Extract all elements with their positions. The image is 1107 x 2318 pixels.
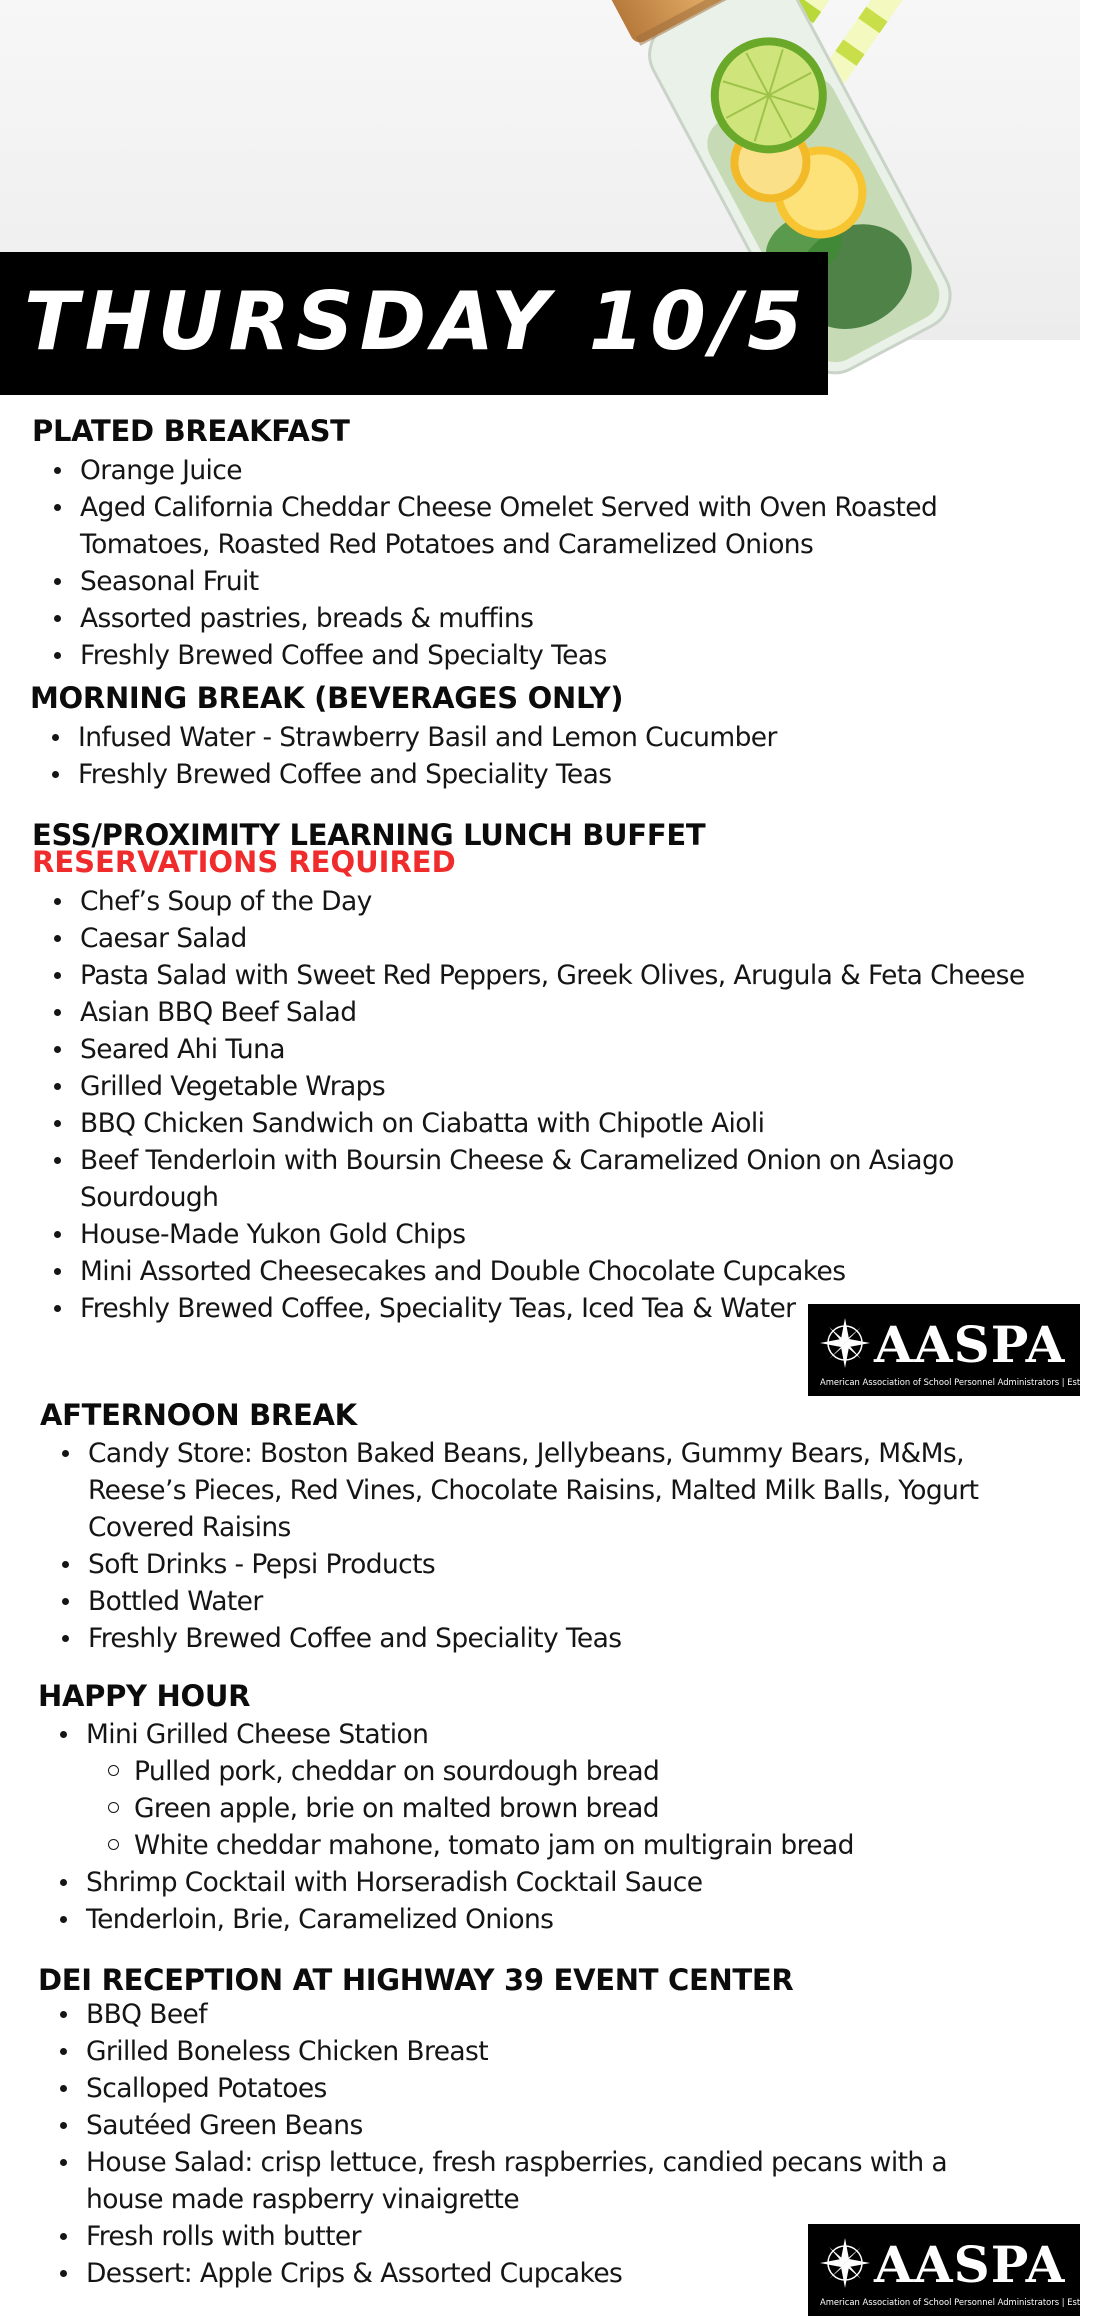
section-title: HAPPY HOUR xyxy=(38,1679,251,1713)
logo-wordmark: AASPA xyxy=(874,1315,1066,1374)
sub-list-item: White cheddar mahone, tomato jam on multigrain bread xyxy=(86,1827,1048,1864)
sub-list-item: Pulled pork, cheddar on sourdough bread xyxy=(86,1753,1048,1790)
list-item-label: Mini Grilled Cheese Station xyxy=(86,1719,429,1750)
title-bar xyxy=(0,252,828,395)
list-item: BBQ Chicken Sandwich on Ciabatta with Chipotle Aioli xyxy=(32,1105,1052,1142)
section-title: DEI RECEPTION AT HIGHWAY 39 EVENT CENTER xyxy=(38,1963,794,1997)
list-item: Grilled Vegetable Wraps xyxy=(32,1068,1052,1105)
list-item: Orange Juice xyxy=(32,452,1042,489)
list-item: Scalloped Potatoes xyxy=(38,2070,1048,2107)
list-item: House Salad: crisp lettuce, fresh raspberries, candied pecans with a house made raspberry vinaigrette xyxy=(38,2144,1018,2218)
list-item: Seared Ahi Tuna xyxy=(32,1031,1052,1068)
list-item-grilled-cheese-station xyxy=(38,1716,1048,1864)
section-happy-hour xyxy=(38,1678,1048,1938)
logo-tagline: American Association of School Personnel Administrators | Est. 1938 xyxy=(820,1377,1107,1387)
list-item: Beef Tenderloin with Boursin Cheese & Caramelized Onion on Asiago Sourdough xyxy=(32,1142,992,1216)
list-item: Infused Water - Strawberry Basil and Lemon Cucumber xyxy=(30,719,1040,756)
reservation-notice: RESERVATIONS REQUIRED xyxy=(32,845,456,879)
logo-tagline: American Association of School Personnel Administrators | Est. 1938 xyxy=(820,2297,1107,2307)
section-title: ESS/PROXIMITY LEARNING LUNCH BUFFET xyxy=(32,818,706,852)
section-morning-break xyxy=(30,680,1040,793)
section-lunch-buffet xyxy=(32,817,1052,1327)
list-item: Sautéed Green Beans xyxy=(38,2107,1048,2144)
list-item: Dessert: Apple Crips & Assorted Cupcakes xyxy=(38,2255,1048,2292)
aaspa-logo xyxy=(808,1304,1107,1396)
list-item: Pasta Salad with Sweet Red Peppers, Greek Olives, Arugula & Feta Cheese xyxy=(32,957,1052,994)
page-title: THURSDAY 10/5 xyxy=(24,275,809,368)
list-item: Asian BBQ Beef Salad xyxy=(32,994,1052,1031)
list-item: Caesar Salad xyxy=(32,920,1052,957)
list-item: Chef’s Soup of the Day xyxy=(32,883,1052,920)
section-afternoon-break xyxy=(40,1397,1050,1657)
section-title: AFTERNOON BREAK xyxy=(40,1398,357,1432)
list-item: Candy Store: Boston Baked Beans, Jellybeans, Gummy Bears, M&Ms, Reese’s Pieces, Red Vines, Chocolate Raisins, Malted Milk Balls, Yogurt Covered Raisins xyxy=(40,1435,1000,1546)
list-item: Freshly Brewed Coffee, Speciality Teas, Iced Tea & Water xyxy=(32,1290,1052,1327)
compass-rose-icon xyxy=(818,2236,872,2290)
section-title: MORNING BREAK (BEVERAGES ONLY) xyxy=(30,681,624,715)
list-item: Freshly Brewed Coffee and Speciality Teas xyxy=(40,1620,1050,1657)
compass-rose-icon xyxy=(818,1316,872,1370)
list-item: Fresh rolls with butter xyxy=(38,2218,1048,2255)
list-item: Seasonal Fruit xyxy=(32,563,1042,600)
list-item: Freshly Brewed Coffee and Speciality Teas xyxy=(30,756,1040,793)
list-item: Bottled Water xyxy=(40,1583,1050,1620)
list-item: Grilled Boneless Chicken Breast xyxy=(38,2033,1048,2070)
section-title: PLATED BREAKFAST xyxy=(32,414,350,448)
list-item: Mini Assorted Cheesecakes and Double Chocolate Cupcakes xyxy=(32,1253,1052,1290)
aaspa-logo-footer xyxy=(808,2224,1107,2316)
list-item: BBQ Beef xyxy=(38,1996,1048,2033)
list-item: House-Made Yukon Gold Chips xyxy=(32,1216,1052,1253)
sub-list-item: Green apple, brie on malted brown bread xyxy=(86,1790,1048,1827)
list-item: Tenderloin, Brie, Caramelized Onions xyxy=(38,1901,1048,1938)
logo-wordmark: AASPA xyxy=(874,2235,1066,2294)
list-item: Assorted pastries, breads & muffins xyxy=(32,600,1042,637)
list-item: Aged California Cheddar Cheese Omelet Served with Oven Roasted Tomatoes, Roasted Red Potatoes and Caramelized Onions xyxy=(32,489,992,563)
list-item: Freshly Brewed Coffee and Specialty Teas xyxy=(32,637,1042,674)
section-plated-breakfast xyxy=(32,413,1042,674)
list-item: Soft Drinks - Pepsi Products xyxy=(40,1546,1050,1583)
list-item: Shrimp Cocktail with Horseradish Cocktail Sauce xyxy=(38,1864,1048,1901)
